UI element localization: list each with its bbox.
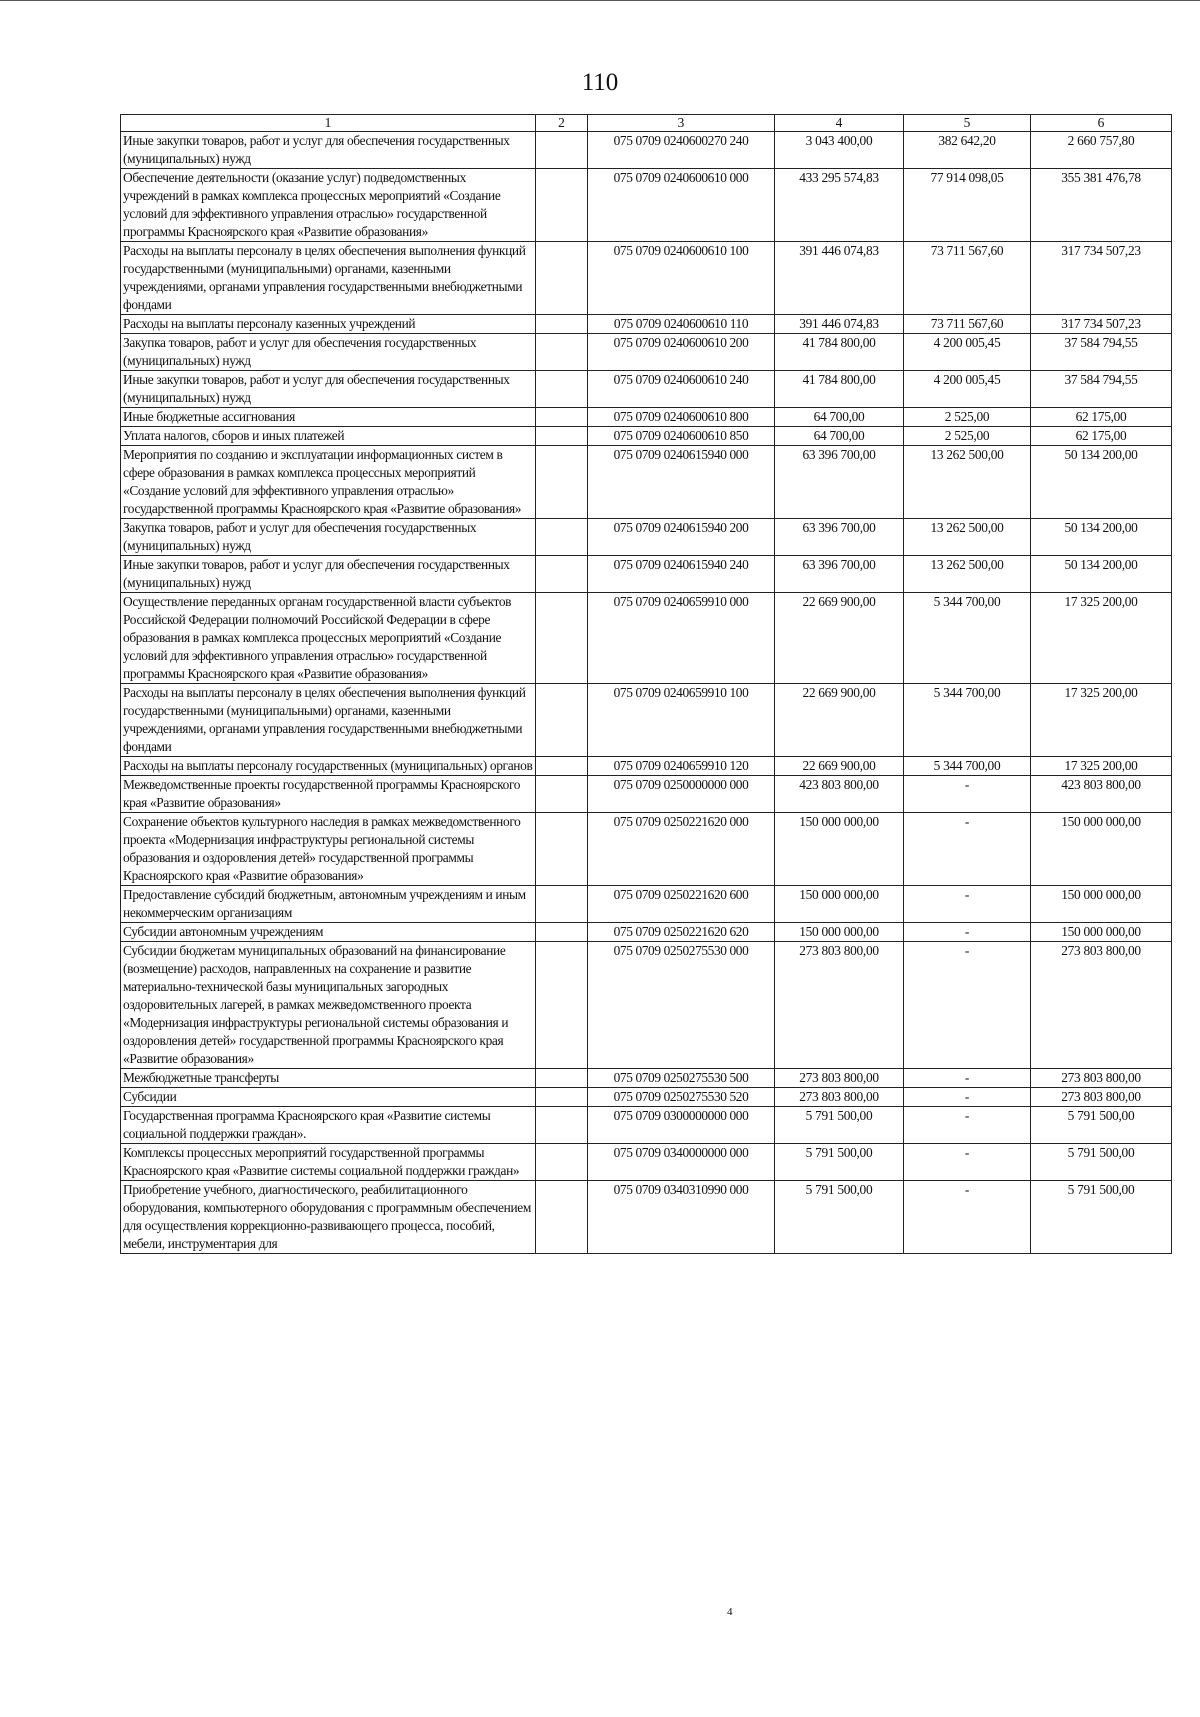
row-column-5-cell: 5 344 700,00 xyxy=(904,593,1031,684)
row-column-2-cell xyxy=(536,593,588,684)
row-column-6-cell: 5 791 500,00 xyxy=(1031,1144,1172,1181)
row-column-6-cell: 423 803 800,00 xyxy=(1031,776,1172,813)
row-name-cell: Сохранение объектов культурного наследия в рамках межведомственного проекта «Модернизация инфраструктуры региональной системы образования и оздоровления детей» государственной программы Красноярского края «Развитие образования» xyxy=(121,813,536,886)
row-name-cell: Расходы на выплаты персоналу в целях обеспечения выполнения функций государственными (муниципальными) органами, казенными учреждениями, органами управления государственными внебюджетными фондами xyxy=(121,242,536,315)
row-code-cell: 075 0709 0240600610 240 xyxy=(588,371,775,408)
row-column-5-cell: 5 344 700,00 xyxy=(904,684,1031,757)
row-name-cell: Межбюджетные трансферты xyxy=(121,1069,536,1088)
row-code-cell: 075 0709 0250000000 000 xyxy=(588,776,775,813)
row-name-cell: Закупка товаров, работ и услуг для обеспечения государственных (муниципальных) нужд xyxy=(121,334,536,371)
row-code-cell: 075 0709 0240600610 100 xyxy=(588,242,775,315)
row-column-5-cell: 5 344 700,00 xyxy=(904,757,1031,776)
row-column-2-cell xyxy=(536,813,588,886)
row-name-cell: Межведомственные проекты государственной программы Красноярского края «Развитие образования» xyxy=(121,776,536,813)
row-column-6-cell: 317 734 507,23 xyxy=(1031,315,1172,334)
row-name-cell: Мероприятия по созданию и эксплуатации информационных систем в сфере образования в рамках комплекса процессных мероприятий «Создание условий для эффективного управления отраслью» государственной программы Красноярского края «Развитие образования» xyxy=(121,446,536,519)
row-column-4-cell: 433 295 574,83 xyxy=(775,169,904,242)
row-code-cell: 075 0709 0240600610 850 xyxy=(588,427,775,446)
table-row xyxy=(121,132,1172,169)
row-code-cell: 075 0709 0240600610 200 xyxy=(588,334,775,371)
row-name-cell: Приобретение учебного, диагностического, реабилитационного оборудования, компьютерного оборудования с программным обеспечением для осуществления коррекционно-развивающего процесса, пособий, мебели, инструментария для xyxy=(121,1181,536,1254)
row-column-6-cell: 37 584 794,55 xyxy=(1031,334,1172,371)
row-code-cell: 075 0709 0240659910 000 xyxy=(588,593,775,684)
row-column-2-cell xyxy=(536,776,588,813)
table-row xyxy=(121,1088,1172,1107)
row-column-2-cell xyxy=(536,446,588,519)
row-name-cell: Иные закупки товаров, работ и услуг для обеспечения государственных (муниципальных) нужд xyxy=(121,371,536,408)
row-column-5-cell: - xyxy=(904,776,1031,813)
table-row xyxy=(121,242,1172,315)
row-column-2-cell xyxy=(536,757,588,776)
row-column-2-cell xyxy=(536,169,588,242)
row-column-6-cell: 17 325 200,00 xyxy=(1031,757,1172,776)
row-column-4-cell: 5 791 500,00 xyxy=(775,1181,904,1254)
row-column-5-cell: 2 525,00 xyxy=(904,408,1031,427)
table-row xyxy=(121,371,1172,408)
row-code-cell: 075 0709 0340310990 000 xyxy=(588,1181,775,1254)
row-column-2-cell xyxy=(536,1107,588,1144)
row-column-5-cell: - xyxy=(904,1144,1031,1181)
column-header-4: 4 xyxy=(775,115,904,132)
row-column-4-cell: 63 396 700,00 xyxy=(775,446,904,519)
column-header-1: 1 xyxy=(121,115,536,132)
row-column-5-cell: 73 711 567,60 xyxy=(904,242,1031,315)
row-column-6-cell: 17 325 200,00 xyxy=(1031,593,1172,684)
row-column-2-cell xyxy=(536,315,588,334)
row-column-4-cell: 64 700,00 xyxy=(775,427,904,446)
row-name-cell: Уплата налогов, сборов и иных платежей xyxy=(121,427,536,446)
table-row xyxy=(121,427,1172,446)
column-header-2: 2 xyxy=(536,115,588,132)
row-name-cell: Комплексы процессных мероприятий государственной программы Красноярского края «Развитие системы социальной поддержки граждан» xyxy=(121,1144,536,1181)
table-row xyxy=(121,169,1172,242)
column-header-6: 6 xyxy=(1031,115,1172,132)
row-column-2-cell xyxy=(536,942,588,1069)
row-column-5-cell: - xyxy=(904,1107,1031,1144)
row-code-cell: 075 0709 0250221620 600 xyxy=(588,886,775,923)
row-column-5-cell: - xyxy=(904,942,1031,1069)
budget-table xyxy=(120,114,1172,1254)
row-column-4-cell: 273 803 800,00 xyxy=(775,1069,904,1088)
row-column-6-cell: 150 000 000,00 xyxy=(1031,923,1172,942)
row-column-2-cell xyxy=(536,408,588,427)
row-column-5-cell: - xyxy=(904,1069,1031,1088)
row-column-5-cell: - xyxy=(904,1088,1031,1107)
row-name-cell: Обеспечение деятельности (оказание услуг) подведомственных учреждений в рамках комплекса процессных мероприятий «Создание условий для эффективного управления отраслью» государственной программы Красноярского края «Развитие образования» xyxy=(121,169,536,242)
row-column-4-cell: 391 446 074,83 xyxy=(775,315,904,334)
row-column-2-cell xyxy=(536,334,588,371)
row-column-6-cell: 317 734 507,23 xyxy=(1031,242,1172,315)
row-column-4-cell: 273 803 800,00 xyxy=(775,942,904,1069)
row-name-cell: Предоставление субсидий бюджетным, автономным учреждениям и иным некоммерческим организациям xyxy=(121,886,536,923)
row-column-5-cell: 77 914 098,05 xyxy=(904,169,1031,242)
row-name-cell: Закупка товаров, работ и услуг для обеспечения государственных (муниципальных) нужд xyxy=(121,519,536,556)
row-column-6-cell: 50 134 200,00 xyxy=(1031,446,1172,519)
row-column-4-cell: 3 043 400,00 xyxy=(775,132,904,169)
row-code-cell: 075 0709 0300000000 000 xyxy=(588,1107,775,1144)
row-column-2-cell xyxy=(536,684,588,757)
row-code-cell: 075 0709 0250221620 620 xyxy=(588,923,775,942)
row-code-cell: 075 0709 0240615940 240 xyxy=(588,556,775,593)
table-row xyxy=(121,446,1172,519)
row-column-4-cell: 150 000 000,00 xyxy=(775,813,904,886)
table-row xyxy=(121,556,1172,593)
row-column-4-cell: 150 000 000,00 xyxy=(775,886,904,923)
row-column-6-cell: 150 000 000,00 xyxy=(1031,886,1172,923)
table-row xyxy=(121,1144,1172,1181)
row-code-cell: 075 0709 0240600610 800 xyxy=(588,408,775,427)
table-row xyxy=(121,886,1172,923)
row-column-2-cell xyxy=(536,1088,588,1107)
table-row xyxy=(121,1107,1172,1144)
column-header-5: 5 xyxy=(904,115,1031,132)
row-column-2-cell xyxy=(536,132,588,169)
row-code-cell: 075 0709 0240659910 100 xyxy=(588,684,775,757)
row-column-4-cell: 22 669 900,00 xyxy=(775,684,904,757)
row-code-cell: 075 0709 0250275530 520 xyxy=(588,1088,775,1107)
row-column-5-cell: 382 642,20 xyxy=(904,132,1031,169)
row-column-4-cell: 41 784 800,00 xyxy=(775,334,904,371)
row-name-cell: Расходы на выплаты персоналу в целях обеспечения выполнения функций государственными (муниципальными) органами, казенными учреждениями, органами управления государственными внебюджетными фондами xyxy=(121,684,536,757)
row-column-4-cell: 63 396 700,00 xyxy=(775,519,904,556)
row-column-2-cell xyxy=(536,556,588,593)
row-column-4-cell: 63 396 700,00 xyxy=(775,556,904,593)
row-column-2-cell xyxy=(536,886,588,923)
row-code-cell: 075 0709 0240600610 110 xyxy=(588,315,775,334)
row-code-cell: 075 0709 0240600270 240 xyxy=(588,132,775,169)
row-column-6-cell: 5 791 500,00 xyxy=(1031,1107,1172,1144)
page-number: 110 xyxy=(581,69,619,96)
row-code-cell: 075 0709 0250275530 000 xyxy=(588,942,775,1069)
table-row xyxy=(121,593,1172,684)
row-name-cell: Осуществление переданных органам государственной власти субъектов Российской Федерации полномочий Российской Федерации в сфере образования в рамках комплекса процессных мероприятий «Создание условий для эффективного управления отраслью» государственной программы Красноярского края «Развитие образования» xyxy=(121,593,536,684)
row-column-5-cell: 73 711 567,60 xyxy=(904,315,1031,334)
row-name-cell: Субсидии бюджетам муниципальных образований на финансирование (возмещение) расходов, направленных на сохранение и развитие материально-технической базы муниципальных загородных оздоровительных лагерей, в рамках межведомственного проекта «Модернизация инфраструктуры региональной системы образования и оздоровления детей» государственной программы Красноярского края «Развитие образования» xyxy=(121,942,536,1069)
bottom-marker: 4 xyxy=(727,1606,733,1618)
row-column-6-cell: 355 381 476,78 xyxy=(1031,169,1172,242)
table-row xyxy=(121,334,1172,371)
column-header-3: 3 xyxy=(588,115,775,132)
row-name-cell: Расходы на выплаты персоналу государственных (муниципальных) органов xyxy=(121,757,536,776)
row-column-4-cell: 5 791 500,00 xyxy=(775,1107,904,1144)
row-column-5-cell: - xyxy=(904,886,1031,923)
row-name-cell: Иные закупки товаров, работ и услуг для обеспечения государственных (муниципальных) нужд xyxy=(121,132,536,169)
row-column-5-cell: 13 262 500,00 xyxy=(904,446,1031,519)
row-column-4-cell: 273 803 800,00 xyxy=(775,1088,904,1107)
row-column-2-cell xyxy=(536,242,588,315)
table-row xyxy=(121,923,1172,942)
table-row xyxy=(121,315,1172,334)
row-column-6-cell: 50 134 200,00 xyxy=(1031,519,1172,556)
row-column-2-cell xyxy=(536,519,588,556)
table-row xyxy=(121,408,1172,427)
row-column-5-cell: - xyxy=(904,923,1031,942)
row-name-cell: Иные бюджетные ассигнования xyxy=(121,408,536,427)
table-row xyxy=(121,813,1172,886)
row-column-5-cell: 13 262 500,00 xyxy=(904,519,1031,556)
row-column-6-cell: 50 134 200,00 xyxy=(1031,556,1172,593)
row-column-6-cell: 273 803 800,00 xyxy=(1031,942,1172,1069)
row-column-5-cell: 13 262 500,00 xyxy=(904,556,1031,593)
row-column-5-cell: 2 525,00 xyxy=(904,427,1031,446)
table-row xyxy=(121,776,1172,813)
scan-edge-line xyxy=(0,0,1200,1)
row-code-cell: 075 0709 0250275530 500 xyxy=(588,1069,775,1088)
row-name-cell: Субсидии xyxy=(121,1088,536,1107)
row-name-cell: Расходы на выплаты персоналу казенных учреждений xyxy=(121,315,536,334)
row-column-6-cell: 2 660 757,80 xyxy=(1031,132,1172,169)
row-column-6-cell: 5 791 500,00 xyxy=(1031,1181,1172,1254)
table-row xyxy=(121,519,1172,556)
row-column-2-cell xyxy=(536,427,588,446)
row-code-cell: 075 0709 0240600610 000 xyxy=(588,169,775,242)
row-column-4-cell: 41 784 800,00 xyxy=(775,371,904,408)
row-name-cell: Государственная программа Красноярского края «Развитие системы социальной поддержки граждан». xyxy=(121,1107,536,1144)
table-body xyxy=(121,132,1172,1254)
row-column-4-cell: 5 791 500,00 xyxy=(775,1144,904,1181)
row-column-4-cell: 150 000 000,00 xyxy=(775,923,904,942)
row-name-cell: Субсидии автономным учреждениям xyxy=(121,923,536,942)
row-column-4-cell: 391 446 074,83 xyxy=(775,242,904,315)
row-column-5-cell: - xyxy=(904,1181,1031,1254)
row-column-5-cell: 4 200 005,45 xyxy=(904,334,1031,371)
row-column-4-cell: 423 803 800,00 xyxy=(775,776,904,813)
row-column-4-cell: 64 700,00 xyxy=(775,408,904,427)
row-column-2-cell xyxy=(536,1069,588,1088)
row-column-6-cell: 37 584 794,55 xyxy=(1031,371,1172,408)
row-column-5-cell: 4 200 005,45 xyxy=(904,371,1031,408)
table-header-row xyxy=(121,115,1172,132)
row-code-cell: 075 0709 0240615940 000 xyxy=(588,446,775,519)
row-column-6-cell: 62 175,00 xyxy=(1031,408,1172,427)
row-column-6-cell: 273 803 800,00 xyxy=(1031,1069,1172,1088)
row-column-2-cell xyxy=(536,1181,588,1254)
table-row xyxy=(121,1069,1172,1088)
table-row xyxy=(121,684,1172,757)
row-code-cell: 075 0709 0240659910 120 xyxy=(588,757,775,776)
row-column-6-cell: 273 803 800,00 xyxy=(1031,1088,1172,1107)
table-row xyxy=(121,757,1172,776)
row-column-4-cell: 22 669 900,00 xyxy=(775,757,904,776)
row-column-6-cell: 150 000 000,00 xyxy=(1031,813,1172,886)
row-column-4-cell: 22 669 900,00 xyxy=(775,593,904,684)
table-row xyxy=(121,1181,1172,1254)
row-column-6-cell: 62 175,00 xyxy=(1031,427,1172,446)
row-code-cell: 075 0709 0240615940 200 xyxy=(588,519,775,556)
row-name-cell: Иные закупки товаров, работ и услуг для обеспечения государственных (муниципальных) нужд xyxy=(121,556,536,593)
row-column-6-cell: 17 325 200,00 xyxy=(1031,684,1172,757)
table-row xyxy=(121,942,1172,1069)
row-column-2-cell xyxy=(536,371,588,408)
row-column-2-cell xyxy=(536,1144,588,1181)
row-code-cell: 075 0709 0340000000 000 xyxy=(588,1144,775,1181)
row-column-2-cell xyxy=(536,923,588,942)
row-code-cell: 075 0709 0250221620 000 xyxy=(588,813,775,886)
row-column-5-cell: - xyxy=(904,813,1031,886)
